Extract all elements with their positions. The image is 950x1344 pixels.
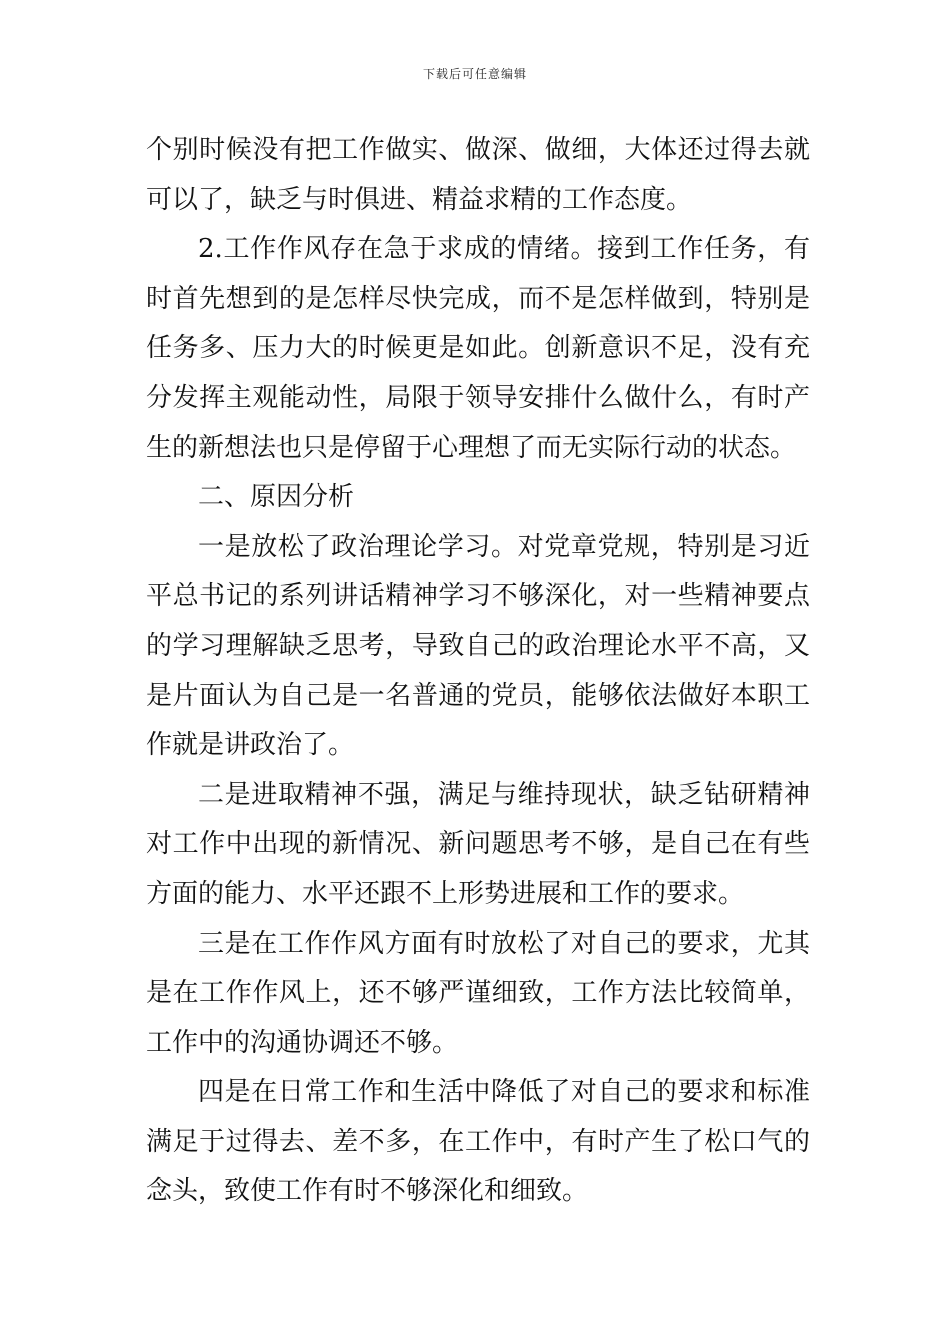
section-heading-cause-analysis: 二、原因分析	[198, 482, 355, 513]
paragraph-cause-three: 三是在工作作风方面有时放松了对自己的要求，尤其是在工作作风上，还不够严谨细致，工作方法比较简单，工作中的沟通协调还不够。	[146, 928, 810, 1058]
page-header: 下载后可任意编辑	[422, 67, 527, 81]
paragraph-cause-one: 一是放松了政治理论学习。对党章党规，特别是习近平总书记的系列讲话精神学习不够深化，对一些精神要点的学习理解缺乏思考，导致自己的政治理论水平不高，又是片面认为自己是一名普通的党员，能够依法做好本职工作就是讲政治了。	[146, 531, 810, 761]
paragraph-cause-four: 四是在日常工作和生活中降低了对自己的要求和标准满足于过得去、差不多，在工作中，有时产生了松口气的念头，致使工作有时不够深化和细致。	[146, 1077, 810, 1207]
paragraph-cause-two: 二是进取精神不强，满足与维持现状，缺乏钻研精神对工作中出现的新情况、新问题思考不够，是自己在有些方面的能力、水平还跟不上形势进展和工作的要求。	[146, 779, 810, 909]
document-body	[146, 126, 810, 1217]
paragraph-continued: 个别时候没有把工作做实、做深、做细，大体还过得去就可以了，缺乏与时俱进、精益求精的工作态度。	[146, 135, 810, 215]
paragraph-work-style: 2.工作作风存在急于求成的情绪。接到工作任务，有时首先想到的是怎样尽快完成，而不是怎样做到，特别是任务多、压力大的时候更是如此。创新意识不足，没有充分发挥主观能动性，局限于领导安排什么做什么，有时产生的新想法也只是停留于心理想了而无实际行动的状态。	[146, 234, 810, 463]
